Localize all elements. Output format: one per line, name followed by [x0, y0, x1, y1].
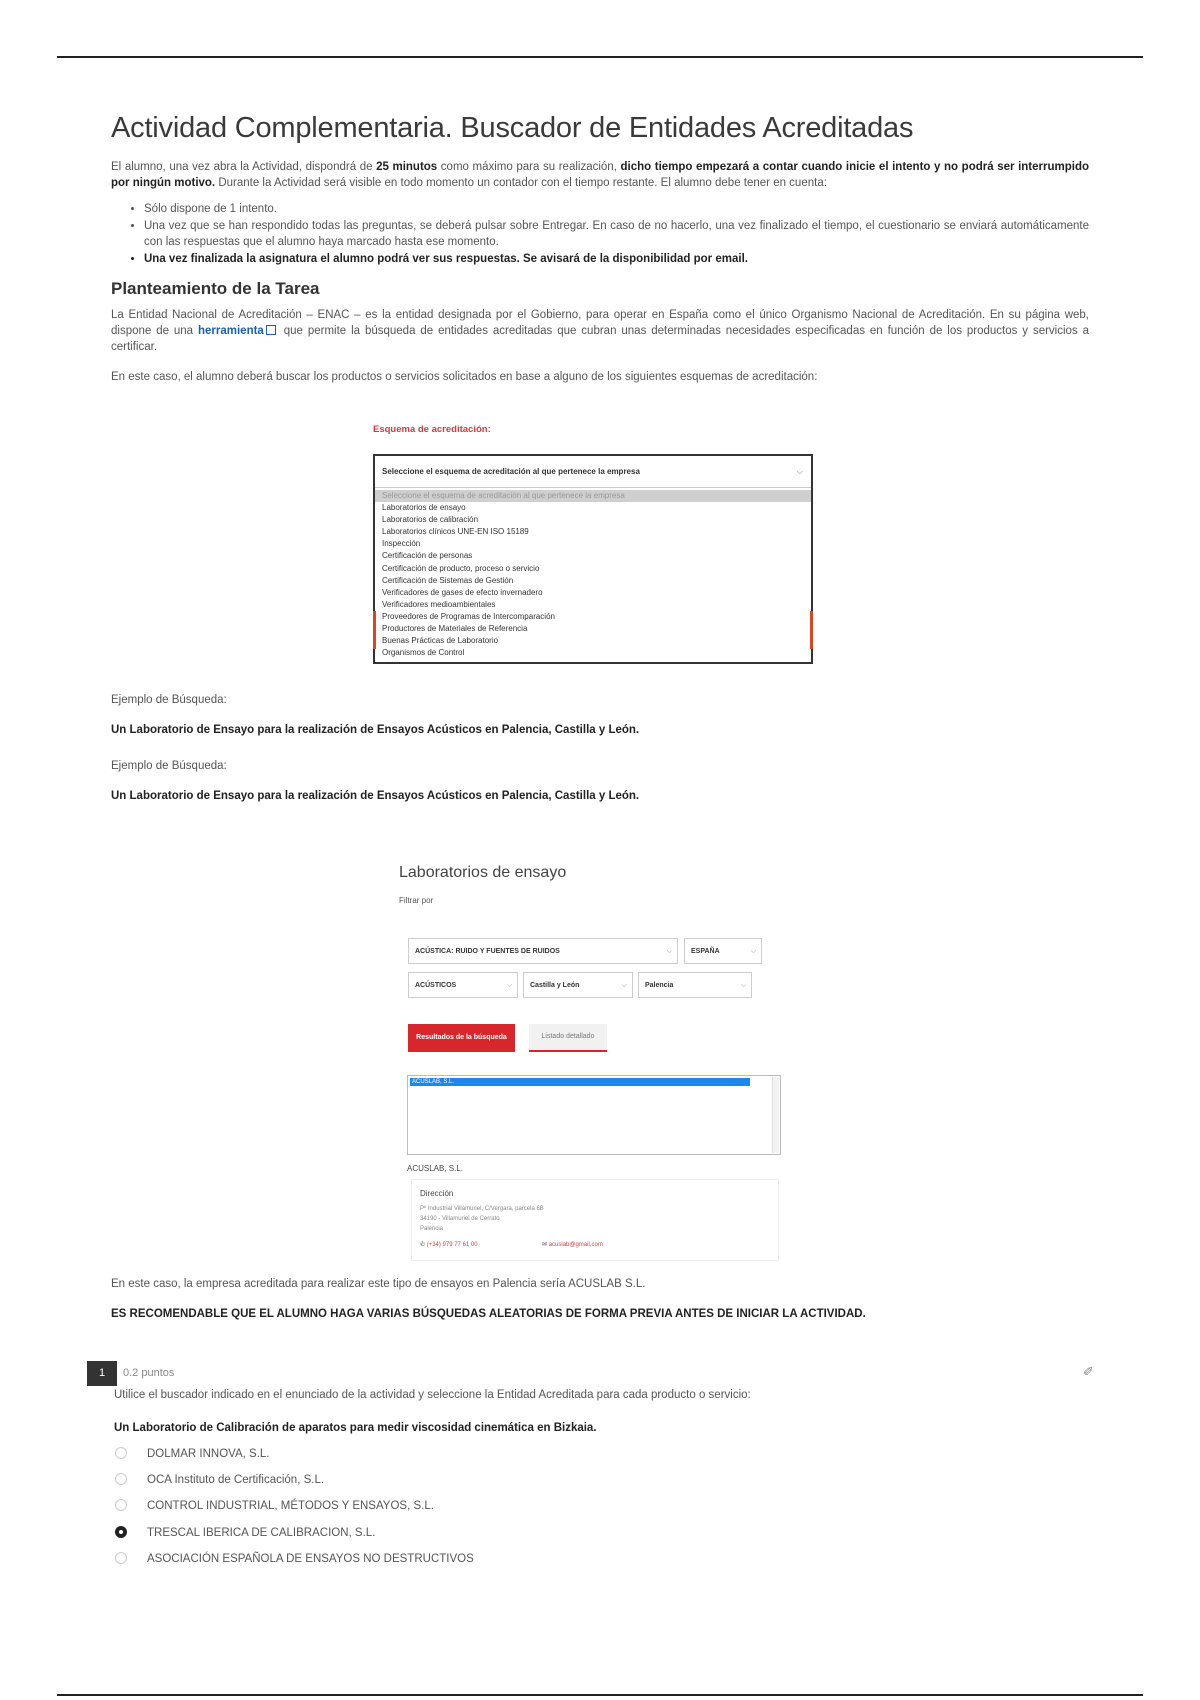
- question-text: Utilice el buscador indicado en el enunciado de la actividad y seleccione la Entidad Acreditada para cada producto o servicio:: [114, 1389, 751, 1401]
- scheme-option[interactable]: Laboratorios clínicos UNE-EN ISO 15189: [382, 527, 529, 537]
- example-text: Un Laboratorio de Ensayo para la realización de Ensayos Acústicos en Palencia, Castilla y León.: [111, 724, 640, 736]
- scheme-select[interactable]: [375, 456, 811, 488]
- scheme-option[interactable]: Certificación de personas: [382, 551, 473, 561]
- tab-results[interactable]: Resultados de la búsqueda: [408, 1024, 515, 1052]
- lab-screenshot: [399, 864, 799, 1248]
- chevron-down-icon: ⌵: [506, 982, 512, 989]
- scheme-option[interactable]: Certificación de producto, proceso o servicio: [382, 563, 540, 573]
- case-paragraph: En este caso, el alumno deberá buscar los productos o servicios solicitados en base a alguno de los siguientes esquemas de acreditación:: [111, 371, 818, 383]
- region-select-value: Castilla y León: [530, 982, 580, 989]
- task-text-1: La Entidad Nacional de Acreditación – ENAC – es la entidad designada por el Gobierno, para operar en España como el único Organismo Nacional de Acreditación. En su página web, dispone de una: [111, 309, 1089, 337]
- recommendation-text: ES RECOMENDABLE QUE EL ALUMNO HAGA VARIAS BÚSQUEDAS ALEATORIAS DE FORMA PREVIA ANTES DE INICIAR LA ACTIVIDAD.: [111, 1308, 866, 1320]
- country-select-value: ESPAÑA: [691, 948, 720, 955]
- province-select-value: Palencia: [645, 982, 674, 989]
- email-address: acuslab@gmail.com: [548, 1242, 603, 1248]
- intro-text-2: como máximo para su realización,: [437, 161, 621, 173]
- scheme-option[interactable]: Organismos de Control: [382, 648, 465, 658]
- phone-number: (+34) 979 77 61 00: [426, 1242, 478, 1248]
- subfield-select-value: ACÚSTICOS: [415, 982, 457, 989]
- filter-label: Filtrar por: [399, 896, 434, 905]
- external-link-icon: [266, 325, 276, 335]
- intro-paragraph: [111, 159, 1089, 191]
- answer-label: TRESCAL IBERICA DE CALIBRACION, S.L.: [147, 1527, 376, 1539]
- phone-contact: [420, 1241, 478, 1248]
- question-item: Un Laboratorio de Calibración de aparatos para medir viscosidad cinemática en Bizkaia.: [114, 1422, 597, 1434]
- scheme-option[interactable]: Laboratorios de ensayo: [382, 503, 466, 513]
- scheme-screenshot: [373, 424, 813, 664]
- field-select[interactable]: [408, 938, 678, 964]
- address-heading: Dirección: [420, 1189, 454, 1198]
- radio-button[interactable]: [115, 1447, 127, 1459]
- page-top-rule: [57, 56, 1143, 58]
- address-line: Pº Industrial Villamuriel, C/Vergara, parcela 6B: [420, 1206, 544, 1212]
- radio-button[interactable]: [115, 1473, 127, 1485]
- address-line: 34190 - Villamuriel de Cerrato: [420, 1216, 500, 1222]
- rule-item: • Una vez finalizada la asignatura el alumno podrá ver sus respuestas. Se avisará de la disponibilidad por email.: [144, 251, 1089, 267]
- scheme-option[interactable]: Seleccione el esquema de acreditación al que pertenece la empresa: [375, 490, 811, 502]
- country-select[interactable]: [684, 938, 762, 964]
- address-line: Palencia: [420, 1226, 444, 1232]
- scheme-option[interactable]: Verificadores medioambientales: [382, 599, 496, 609]
- pin-icon[interactable]: ✐: [1083, 1364, 1094, 1379]
- scheme-red-border-right: [810, 611, 813, 649]
- radio-button[interactable]: [115, 1552, 127, 1564]
- answer-label: ASOCIACIÓN ESPAÑOLA DE ENSAYOS NO DESTRUCTIVOS: [147, 1553, 474, 1565]
- rule-item: • Una vez que se han respondido todas las preguntas, se deberá pulsar sobre Entregar. En caso de no hacerlo, una vez finalizado el tiempo, el cuestionario se enviará automáticamente con las respuestas que el alumno haya marcado hasta ese momento.: [144, 218, 1089, 250]
- question-number: 1: [87, 1361, 117, 1386]
- scheme-option[interactable]: Laboratorios de calibración: [382, 515, 479, 525]
- region-select[interactable]: [523, 972, 633, 998]
- chevron-down-icon: ⌵: [740, 982, 746, 989]
- page-bottom-rule: [57, 1694, 1143, 1696]
- scheme-option[interactable]: Buenas Prácticas de Laboratorio: [382, 636, 499, 646]
- results-list[interactable]: [407, 1075, 781, 1155]
- scheme-label: Esquema de acreditación:: [373, 424, 491, 435]
- example-label: Ejemplo de Búsqueda:: [111, 760, 227, 772]
- rules-list: [111, 201, 1089, 267]
- answer-label: DOLMAR INNOVA, S.L.: [147, 1448, 270, 1460]
- answer-label: CONTROL INDUSTRIAL, MÉTODOS Y ENSAYOS, S.L.: [147, 1500, 434, 1512]
- lab-title: Laboratorios de ensayo: [399, 864, 567, 881]
- scheme-option[interactable]: Inspección: [382, 539, 421, 549]
- scheme-options-list: [375, 490, 811, 659]
- herramienta-link[interactable]: herramienta: [197, 325, 264, 337]
- scheme-red-border-left: [373, 611, 376, 649]
- result-item-selected[interactable]: ACUSLAB, S.L.: [410, 1078, 750, 1086]
- address-card: [411, 1179, 779, 1261]
- radio-button-checked[interactable]: [115, 1526, 127, 1538]
- result-name: ACUSLAB, S.L.: [407, 1164, 464, 1173]
- scheme-option[interactable]: Verificadores de gases de efecto invernadero: [382, 587, 543, 597]
- chevron-down-icon: ⌵: [750, 948, 756, 955]
- phone-icon: ✆: [420, 1242, 427, 1248]
- task-text-2: que permite la búsqueda de entidades acreditadas que cubran unas determinadas necesidades especificadas en función de los productos y servicios a certificar.: [111, 325, 1089, 353]
- radio-button[interactable]: [115, 1499, 127, 1511]
- conclusion-text: En este caso, la empresa acreditada para realizar este tipo de ensayos en Palencia sería ACUSLAB S.L.: [111, 1278, 646, 1290]
- scheme-option[interactable]: Certificación de Sistemas de Gestión: [382, 575, 514, 585]
- intro-text-1: El alumno, una vez abra la Actividad, dispondrá de: [111, 161, 377, 173]
- question-points: 0.2 puntos: [123, 1367, 175, 1379]
- intro-text-3: Durante la Actividad será visible en todo momento un contador con el tiempo restante. El alumno debe tener en cuenta:: [215, 177, 827, 189]
- results-scrollbar[interactable]: [772, 1077, 779, 1153]
- answer-label: OCA Instituto de Certificación, S.L.: [147, 1474, 325, 1486]
- subfield-select[interactable]: [408, 972, 518, 998]
- scheme-option[interactable]: Proveedores de Programas de Intercomparación: [382, 611, 555, 621]
- chevron-down-icon: ⌵: [796, 467, 803, 476]
- tab-detailed-list[interactable]: Listado detallado: [529, 1024, 607, 1052]
- province-select[interactable]: [638, 972, 752, 998]
- scheme-option[interactable]: Productores de Materiales de Referencia: [382, 624, 528, 634]
- field-select-value: ACÚSTICA: RUIDO Y FUENTES DE RUIDOS: [415, 948, 560, 955]
- intro-bold: dicho tiempo empezará a contar cuando inicie el intento y no podrá ser interrumpido por ningún motivo.: [111, 161, 1089, 189]
- example-label: Ejemplo de Búsqueda:: [111, 694, 227, 706]
- example-text: Un Laboratorio de Ensayo para la realización de Ensayos Acústicos en Palencia, Castilla y León.: [111, 790, 640, 802]
- scheme-dropdown: [373, 454, 813, 664]
- email-contact: [542, 1241, 603, 1248]
- chevron-down-icon: ⌵: [621, 982, 627, 989]
- task-heading: Planteamiento de la Tarea: [111, 279, 320, 298]
- task-paragraph: [111, 307, 1089, 355]
- rule-item: • Sólo dispone de 1 intento.: [144, 201, 1089, 217]
- scheme-select-value: Seleccione el esquema de acreditación al que pertenece la empresa: [382, 467, 640, 476]
- mail-icon: ✉: [542, 1242, 549, 1248]
- intro-minutes: 25 minutos: [376, 161, 438, 173]
- page-title: Actividad Complementaria. Buscador de Entidades Acreditadas: [111, 112, 914, 144]
- activity-content: [111, 112, 1089, 1320]
- chevron-down-icon: ⌵: [666, 948, 672, 955]
